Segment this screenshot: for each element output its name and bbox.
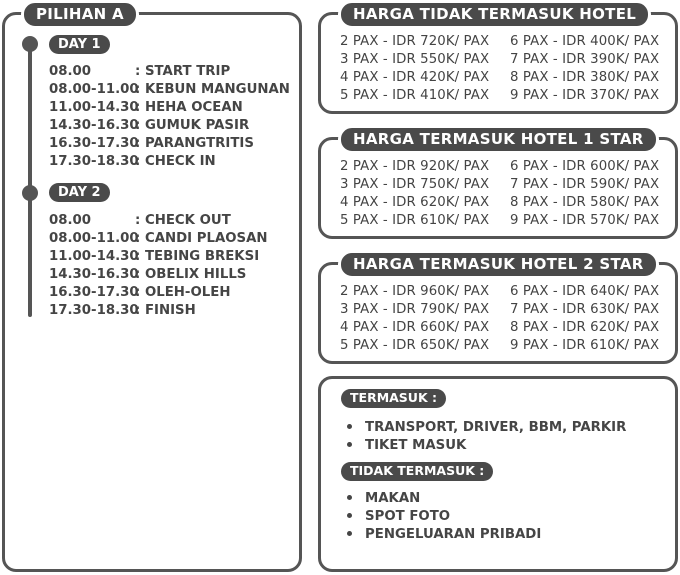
schedule-row [49, 212, 268, 230]
price-cell: 9 PAX - IDR 370K/ PAX [510, 88, 660, 103]
list-item [347, 490, 541, 508]
price-cell: 6 PAX - IDR 400K/ PAX [510, 34, 660, 49]
day-1-schedule [49, 63, 290, 171]
day-1-label: DAY 1 [49, 35, 110, 54]
price-row [340, 51, 659, 69]
schedule-activity: : PARANGTRITIS [135, 136, 254, 151]
schedule-activity: : CANDI PLAOSAN [135, 231, 268, 246]
schedule-row [49, 135, 290, 153]
price-cell: 8 PAX - IDR 620K/ PAX [510, 320, 660, 335]
price-cell: 6 PAX - IDR 640K/ PAX [510, 284, 660, 299]
price-row [340, 319, 659, 337]
schedule-time: 08.00-11.00 [49, 82, 139, 97]
schedule-activity: : FINISH [135, 303, 196, 318]
excluded-label: TIDAK TERMASUK : [341, 462, 493, 481]
schedule-time: 08.00 [49, 213, 92, 228]
price-cell: 2 PAX - IDR 960K/ PAX [340, 284, 490, 299]
schedule-time: 11.00-14.30 [49, 100, 139, 115]
schedule-time: 16.30-17.30 [49, 285, 139, 300]
price-list-no-hotel [340, 33, 659, 105]
price-row [340, 158, 659, 176]
schedule-time: 14.30-16.30 [49, 118, 139, 133]
schedule-activity: : CHECK IN [135, 154, 216, 169]
schedule-row [49, 230, 268, 248]
price-cell: 4 PAX - IDR 620K/ PAX [340, 195, 490, 210]
schedule-row [49, 153, 290, 171]
schedule-row [49, 248, 268, 266]
price-cell: 7 PAX - IDR 590K/ PAX [510, 177, 660, 192]
price-row [340, 337, 659, 355]
timeline-dot-day-2 [22, 185, 38, 201]
schedule-time: 08.00-11.00 [49, 231, 139, 246]
price-cell: 5 PAX - IDR 610K/ PAX [340, 213, 490, 228]
schedule-row [49, 117, 290, 135]
schedule-activity: : KEBUN MANGUNAN [135, 82, 290, 97]
list-item [347, 419, 626, 437]
schedule-activity: : START TRIP [135, 64, 231, 79]
list-item-text: MAKAN [365, 491, 421, 506]
price-cell: 6 PAX - IDR 600K/ PAX [510, 159, 660, 174]
price-row [340, 176, 659, 194]
schedule-row [49, 266, 268, 284]
price-row [340, 194, 659, 212]
bullet-icon [347, 442, 352, 447]
excluded-list [347, 490, 541, 544]
schedule-activity: : OBELIX HILLS [135, 267, 247, 282]
schedule-row [49, 284, 268, 302]
included-list [347, 419, 626, 455]
schedule-time: 17.30-18.30 [49, 154, 139, 169]
list-item-text: PENGELUARAN PRIBADI [365, 527, 542, 542]
price-cell: 4 PAX - IDR 420K/ PAX [340, 70, 490, 85]
schedule-activity: : CHECK OUT [135, 213, 231, 228]
price-cell: 8 PAX - IDR 380K/ PAX [510, 70, 660, 85]
bullet-icon [347, 513, 352, 518]
price-cell: 9 PAX - IDR 570K/ PAX [510, 213, 660, 228]
price-list-hotel-2-star [340, 283, 659, 355]
timeline-dot-day-1 [22, 36, 38, 52]
price-cell: 2 PAX - IDR 920K/ PAX [340, 159, 490, 174]
timeline-line [28, 44, 32, 317]
price-panel-hotel-2-star-title: HARGA TERMASUK HOTEL 2 STAR [338, 250, 659, 279]
price-cell: 3 PAX - IDR 550K/ PAX [340, 52, 490, 67]
price-cell: 5 PAX - IDR 650K/ PAX [340, 338, 490, 353]
price-row [340, 69, 659, 87]
schedule-activity: : TEBING BREKSI [135, 249, 260, 264]
schedule-time: 08.00 [49, 64, 92, 79]
included-label: TERMASUK : [341, 389, 446, 408]
schedule-time: 11.00-14.30 [49, 249, 139, 264]
schedule-time: 17.30-18.30 [49, 303, 139, 318]
schedule-activity: : OLEH-OLEH [135, 285, 231, 300]
price-cell: 2 PAX - IDR 720K/ PAX [340, 34, 490, 49]
price-row [340, 212, 659, 230]
schedule-row [49, 302, 268, 320]
price-cell: 5 PAX - IDR 410K/ PAX [340, 88, 490, 103]
price-cell: 8 PAX - IDR 580K/ PAX [510, 195, 660, 210]
price-cell: 9 PAX - IDR 610K/ PAX [510, 338, 660, 353]
bullet-icon [347, 424, 352, 429]
price-row [340, 301, 659, 319]
list-item [347, 526, 541, 544]
schedule-time: 14.30-16.30 [49, 267, 139, 282]
itinerary-title: PILIHAN A [21, 0, 139, 29]
list-item [347, 508, 541, 526]
schedule-row [49, 63, 290, 81]
list-item-text: SPOT FOTO [365, 509, 451, 524]
bullet-icon [347, 531, 352, 536]
schedule-activity: : GUMUK PASIR [135, 118, 250, 133]
price-cell: 7 PAX - IDR 390K/ PAX [510, 52, 660, 67]
list-item [347, 437, 626, 455]
price-cell: 4 PAX - IDR 660K/ PAX [340, 320, 490, 335]
day-2-schedule [49, 212, 268, 320]
price-cell: 3 PAX - IDR 790K/ PAX [340, 302, 490, 317]
schedule-row [49, 81, 290, 99]
price-panel-no-hotel-title: HARGA TIDAK TERMASUK HOTEL [338, 0, 651, 29]
price-cell: 3 PAX - IDR 750K/ PAX [340, 177, 490, 192]
price-row [340, 33, 659, 51]
price-list-hotel-1-star [340, 158, 659, 230]
schedule-row [49, 99, 290, 117]
list-item-text: TIKET MASUK [365, 438, 467, 453]
bullet-icon [347, 495, 352, 500]
schedule-time: 16.30-17.30 [49, 136, 139, 151]
price-row [340, 87, 659, 105]
price-panel-hotel-1-star-title: HARGA TERMASUK HOTEL 1 STAR [338, 125, 659, 154]
list-item-text: TRANSPORT, DRIVER, BBM, PARKIR [365, 420, 627, 435]
schedule-activity: : HEHA OCEAN [135, 100, 243, 115]
day-2-label: DAY 2 [49, 183, 110, 202]
price-cell: 7 PAX - IDR 630K/ PAX [510, 302, 660, 317]
price-row [340, 283, 659, 301]
